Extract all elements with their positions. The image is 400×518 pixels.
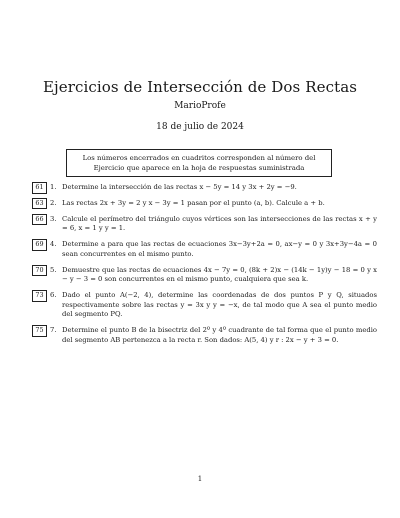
exercise-text: Determine a para que las rectas de ecuaciones 3x−3y+2a = 0, ax−y = 0 y 3x+3y−4a = 0 sean concurrentes en el mismo punto. [62, 240, 377, 258]
exercise-text: Determine la intersección de las rectas x − 5y = 14 y 3x + 2y = −9. [62, 183, 297, 191]
answer-number-box: 75 [32, 325, 47, 337]
exercise-item [32, 266, 377, 285]
answer-number-box: 69 [32, 239, 47, 251]
exercise-number: 4. [50, 240, 57, 249]
exercise-text: Demuestre que las rectas de ecuaciones 4x − 7y = 0, (8k + 2)x − (14k − 1y)y − 18 = 0 y x − y − 3 = 0 son concurrentes en el mismo punto, cualquiera que sea k. [62, 265, 377, 284]
exercise-list [32, 183, 377, 352]
answer-number-box: 61 [32, 182, 47, 194]
exercise-item [32, 326, 377, 345]
answer-number-box: 70 [32, 265, 47, 277]
date: 18 de julio de 2024 [156, 122, 244, 132]
answer-number-box: 66 [32, 214, 47, 226]
instructions-note: Los números encerrados en cuadritos corresponden al número del Ejercicio que aparece en la hoja de respuestas suministrada [66, 149, 332, 177]
exercise-item [32, 291, 377, 320]
page-title: Ejercicios de Intersección de Dos Rectas [42, 78, 358, 96]
exercise-text: Determine el punto B de la bisectriz del 2º y 4º cuadrante de tal forma que el punto medio del segmento AB pertenezca a la recta r. Son dados: A(5, 4) y r : 2x − y + 3 = 0. [62, 326, 377, 344]
answer-number-box: 63 [32, 198, 47, 210]
exercise-number: 6. [50, 291, 57, 300]
exercise-item [32, 240, 377, 259]
author: MarioProfe [174, 101, 226, 111]
exercise-number: 3. [50, 214, 57, 223]
exercise-text: Dado el punto A(−2, 4), determine las coordenadas de dos puntos P y Q, situados respectivamente sobre las rectas y = 3x y y = −x, de tal modo que A sea el punto medio del segmento PQ. [62, 291, 377, 319]
exercise-item [32, 215, 377, 234]
exercise-number: 2. [50, 198, 57, 207]
exercise-number: 5. [50, 265, 57, 274]
exercise-item [32, 199, 377, 209]
answer-number-box: 73 [32, 290, 47, 302]
page-number: 1 [197, 475, 203, 483]
exercise-number: 1. [50, 183, 57, 191]
exercise-text: Las rectas 2x + 3y = 2 y x − 3y = 1 pasan por el punto (a, b). Calcule a + b. [62, 198, 325, 207]
exercise-item [32, 183, 377, 193]
exercise-text: Calcule el perímetro del triángulo cuyos vértices son las intersecciones de las rectas x + y = 6, x = 1 y y = 1. [62, 214, 377, 233]
exercise-number: 7. [50, 326, 57, 335]
